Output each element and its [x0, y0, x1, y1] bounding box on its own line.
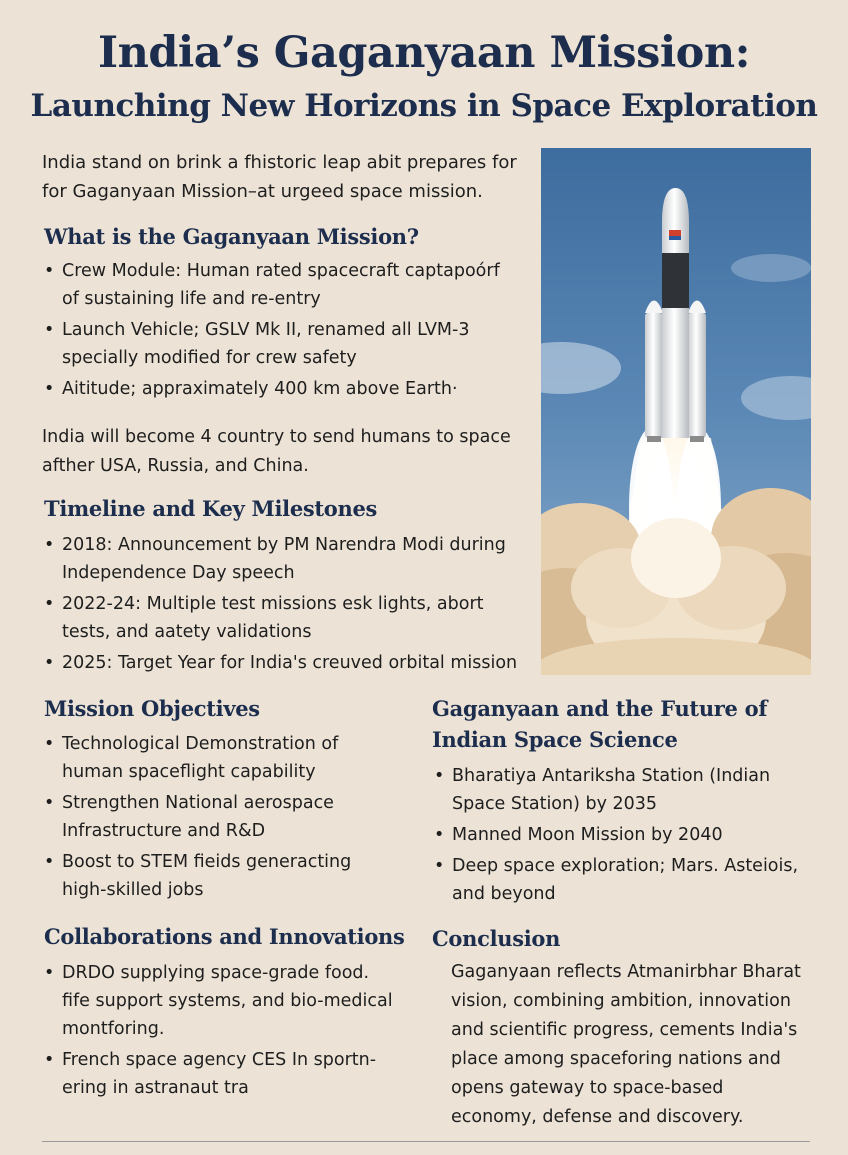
- list-item: • Technological Demonstration of human spaceflight capability: [42, 730, 372, 786]
- list-item: • Crew Module: Human rated spacecraft captapoórf of sustaining life and re-entry: [42, 257, 522, 313]
- section-heading-objectives: Mission Objectives: [44, 696, 260, 721]
- section-heading-collaborations: Collaborations and Innovations: [44, 924, 405, 949]
- list-item: • Deep space exploration; Mars. Asteiois, and beyond: [432, 852, 812, 908]
- list-item: • 2018: Announcement by PM Narendra Modi during Independence Day speech: [42, 531, 520, 587]
- list-item: • Manned Moon Mission by 2040: [432, 821, 812, 849]
- conclusion-text: Gaganyaan reflects Atmanirbhar Bharat vision, combining ambition, innovation and scientific progress, cements India's place among spaceforing nations and opens gateway to space-based economy, defense and discovery.: [451, 962, 801, 1127]
- intro-line-1: India stand on brink a fhistoric leap abit prepares for: [42, 152, 517, 173]
- list-item: • Boost to STEM fieids generacting high-skilled jobs: [42, 848, 372, 904]
- section-heading-timeline: Timeline and Key Milestones: [44, 496, 378, 521]
- footer-divider: [42, 1141, 810, 1142]
- section-heading-what-is: What is the Gaganyaan Mission?: [44, 224, 419, 249]
- page-subtitle: Launching New Horizons in Space Exploration: [30, 88, 818, 124]
- list-item: • 2022-24: Multiple test missions esk lights, abort tests, and aatety validations: [42, 590, 520, 646]
- list-item: • French space agency CES In sportn-ering in astranaut tra: [42, 1046, 402, 1102]
- list-item: • Strengthen National aerospace Infrastructure and R&D: [42, 789, 372, 845]
- page-title: India’s Gaganyaan Mission:: [97, 28, 750, 78]
- section-heading-future: Gaganyaan and the Future of Indian Space Science: [432, 696, 768, 752]
- collaborations-list: [42, 959, 402, 1105]
- list-item: • Launch Vehicle; GSLV Mk II, renamed all LVM-3 specially modified for crew safety: [42, 316, 522, 372]
- future-list: [432, 762, 812, 911]
- list-item: • Bharatiya Antariksha Station (Indian Space Station) by 2035: [432, 762, 812, 818]
- timeline-list: [42, 531, 520, 680]
- what-is-list: [42, 257, 522, 406]
- what-is-note: India will become 4 country to send humans to space afther USA, Russia, and China.: [42, 427, 511, 476]
- rocket-launch-photo: [541, 148, 811, 675]
- list-item: • DRDO supplying space-grade food. fife support systems, and bio-medical montforing.: [42, 959, 402, 1043]
- list-item: • Aititude; appraximately 400 km above Earth·: [42, 375, 522, 403]
- intro-line-2: for Gaganyaan Mission–at urgeed space mission.: [42, 181, 483, 202]
- objectives-list: [42, 730, 372, 907]
- section-heading-conclusion: Conclusion: [432, 926, 561, 951]
- list-item: • 2025: Target Year for India's creuved orbital mission: [42, 649, 520, 677]
- intro-paragraph: [42, 148, 522, 206]
